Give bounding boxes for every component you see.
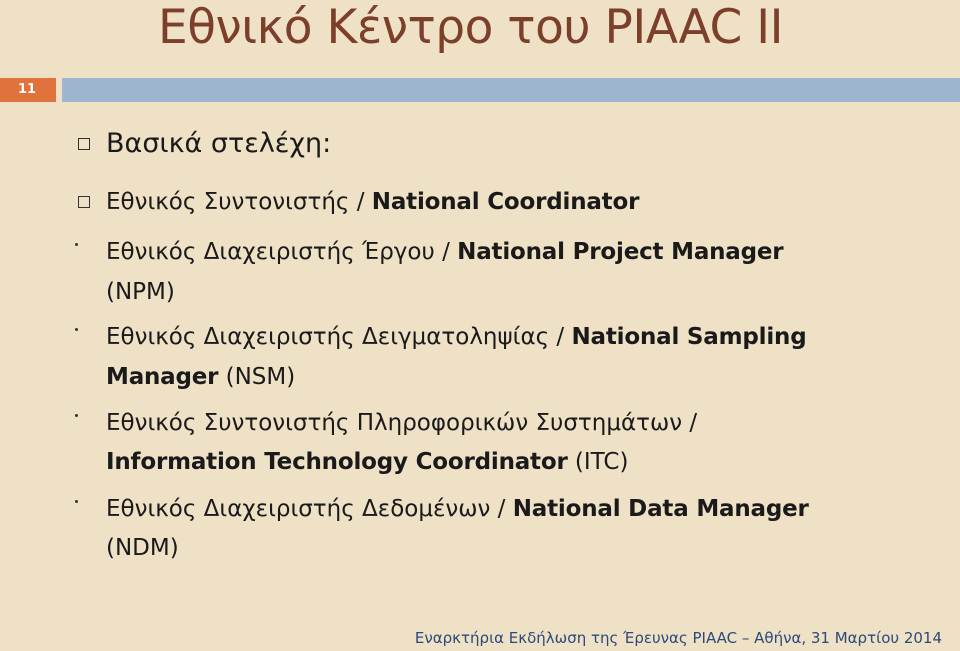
slide-footer: Εναρκτήρια Εκδήλωση της Έρευνας PIAAC – Αθήνα, 31 Μαρτίου 2014 [414, 629, 942, 647]
list-item-continuation: (NDM) [106, 535, 179, 561]
list-item [106, 182, 906, 222]
item-english: National Data Manager [512, 496, 809, 522]
dot-bullet-icon [75, 414, 78, 417]
item-english: Manager [106, 364, 219, 390]
list-item-continuation: (NPM) [106, 279, 175, 305]
item-english: National Sampling [571, 324, 807, 350]
list-item-continuation [106, 442, 906, 482]
header-bar [62, 78, 960, 102]
checkbox-bullet-icon [78, 138, 90, 150]
dot-bullet-icon [75, 243, 78, 246]
section-heading: Βασικά στελέχη: [106, 128, 332, 159]
list-item [106, 317, 906, 357]
list-item-continuation [106, 357, 906, 397]
checkbox-bullet-icon [78, 196, 90, 208]
item-english: National Coordinator [371, 189, 640, 215]
item-abbrev: (NSM) [218, 364, 296, 390]
item-abbrev: (ITC) [567, 449, 629, 475]
item-english: Information Technology Coordinator [106, 449, 568, 475]
item-greek: Εθνικός Διαχειριστής Δειγματοληψίας / [106, 324, 572, 350]
slide-number: 11 [0, 78, 56, 102]
item-greek: Εθνικός Συντονιστής Πληροφορικών Συστημάτων / [106, 410, 698, 436]
dot-bullet-icon [75, 328, 78, 331]
list-item [106, 403, 906, 443]
slide-title: Εθνικό Κέντρο του PIAAC II [158, 0, 783, 55]
item-greek: Εθνικός Συντονιστής / [106, 189, 372, 215]
list-item [106, 232, 906, 272]
item-english: National Project Manager [457, 239, 784, 265]
dot-bullet-icon [75, 500, 78, 503]
item-greek: Εθνικός Διαχειριστής Έργου / [106, 239, 458, 265]
list-item [106, 489, 906, 529]
item-greek: Εθνικός Διαχειριστής Δεδομένων / [106, 496, 513, 522]
